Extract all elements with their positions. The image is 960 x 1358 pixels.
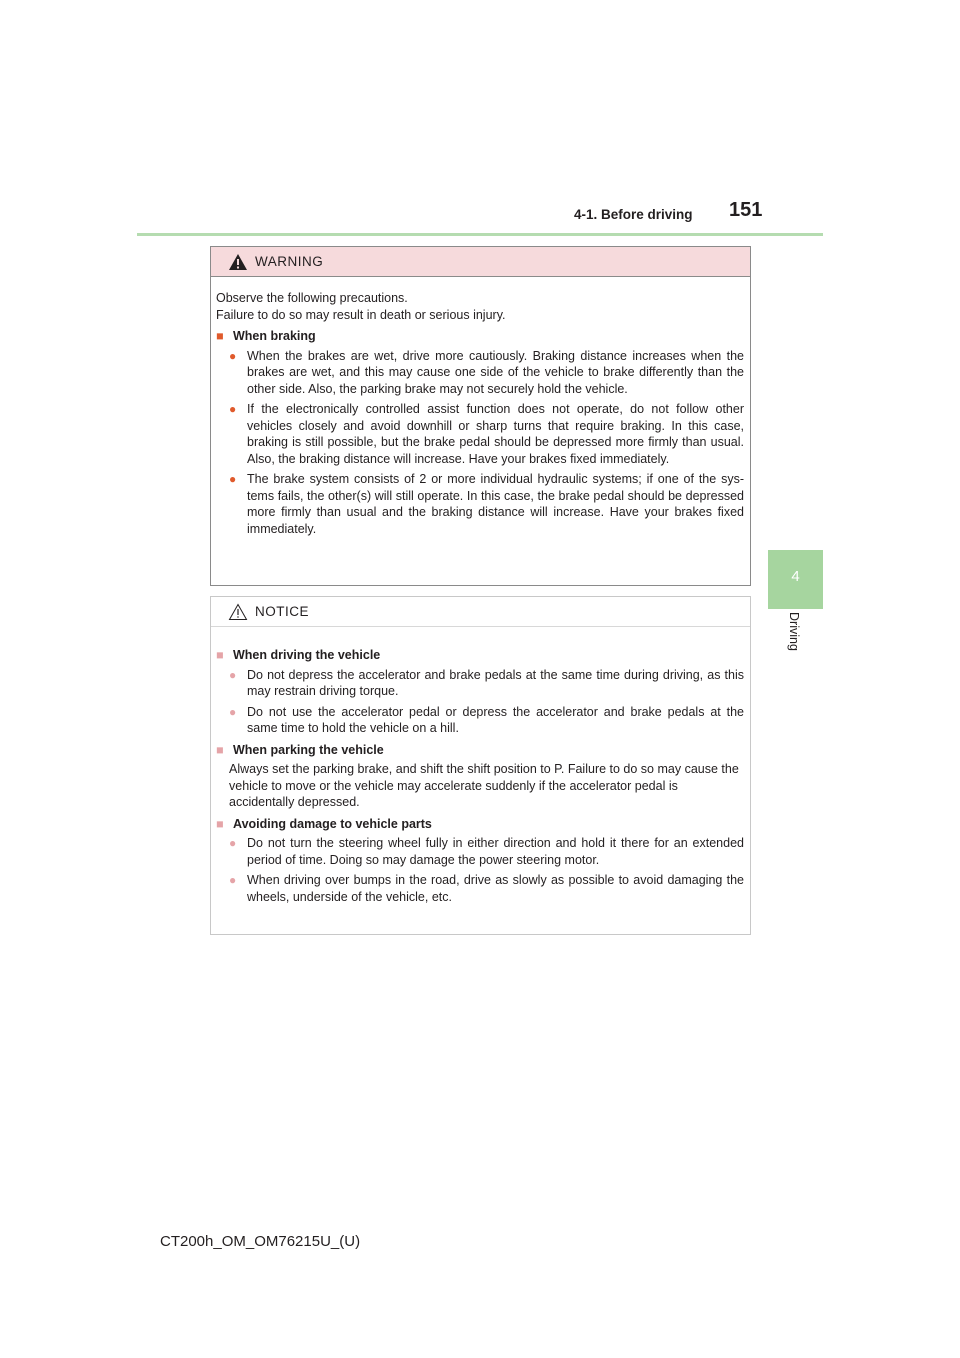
notice-bullet-text: Do not use the accelerator pedal or depress the accelerator and brake pedals at the same time to hold the vehicle on a hill. [247,704,744,735]
notice-header [211,597,750,627]
page-number: 151 [729,199,763,221]
notice-bullet [229,835,744,868]
notice-title: NOTICE [255,604,310,619]
warning-body [211,277,750,537]
notice-section-text: Always set the parking brake, and shift the shift position to P. Failure to do so may cause the vehicle to move or the vehicle may accelerate suddenly if the accelerator pedal is accidentally depressed. [229,762,739,809]
warning-bullet [229,471,744,537]
warning-section-title: When braking [233,329,316,343]
round-bullet-icon: ● [229,472,237,486]
notice-bullet [229,667,744,700]
chapter-number: 4 [791,568,800,585]
warning-intro-line-2: Failure to do so may result in death or serious injury. [216,307,506,322]
notice-bullet-text: When driving over bumps in the road, drive as slowly as possible to avoid damaging the wheels, underside of the vehicle, etc. [247,873,744,904]
chapter-label: Driving [787,612,801,651]
notice-bullet-text: Do not turn the steering wheel fully in either direction and hold it there for an extended period of time. Doing so may damage the power steering motor. [247,836,744,867]
section-title: 4-1. Before driving [574,207,693,222]
notice-section-heading [216,742,744,759]
square-bullet-icon: ■ [216,742,224,757]
notice-section-title: When driving the vehicle [233,648,381,662]
notice-bullet [229,704,744,737]
notice-bullet-text: Do not depress the accelerator and brake pedals at the same time during driving, as this may restrain driving torque. [247,667,744,698]
round-bullet-icon: ● [229,873,237,887]
warning-bullet-text: If the electronically controlled assist function does not operate, do not follow other vehicles closely and avoid downhill or sharp turns that require braking. In this case, braking is still possible, but the brake pedal should be depressed more firmly than usual. Also, the braking distance will increase. Have your brakes fixed immediately. [247,402,744,466]
notice-section-title: Avoiding damage to vehicle parts [233,816,432,831]
chapter-label-wrap [787,612,807,672]
warning-bullet-text: The brake system consists of 2 or more individual hydraulic systems; if one of the sys-tems fails, the other(s) will still operate. In this case, the brake pedal should be depressed more firmly than usual and the braking distance will increase. Have your brakes fixed immediately. [247,472,744,536]
notice-section-heading [216,816,744,833]
chapter-tab [768,550,823,609]
document-code: CT200h_OM_OM76215U_(U) [160,1233,361,1250]
notice-body [211,627,750,905]
square-bullet-icon: ■ [216,648,224,662]
notice-box [210,596,751,935]
round-bullet-icon: ● [229,348,237,363]
round-bullet-icon: ● [229,704,237,719]
warning-intro-line-1: Observe the following precautions. [216,291,408,305]
warning-box [210,246,751,586]
warning-bullet-text: When the brakes are wet, drive more cautiously. Braking distance increases when the brakes are wet, and this may cause one side of the vehicle to brake differently than the other side. Also, the parking brake may not securely hold the vehicle. [247,348,744,396]
notice-section-title: When parking the vehicle [233,742,384,757]
round-bullet-icon: ● [229,402,237,416]
warning-bullet [229,348,744,398]
round-bullet-icon: ● [229,836,237,850]
warning-section-heading [216,328,744,345]
notice-section-heading [216,647,744,664]
square-bullet-icon: ■ [216,329,224,343]
square-bullet-icon: ■ [216,816,224,831]
warning-title: WARNING [255,254,324,269]
round-bullet-icon: ● [229,667,237,682]
notice-bullet [229,872,744,905]
caution-triangle-icon [228,603,248,621]
warning-bullet [229,401,744,467]
warning-header [211,247,750,277]
header-divider [137,233,823,236]
warning-triangle-icon [228,253,248,271]
